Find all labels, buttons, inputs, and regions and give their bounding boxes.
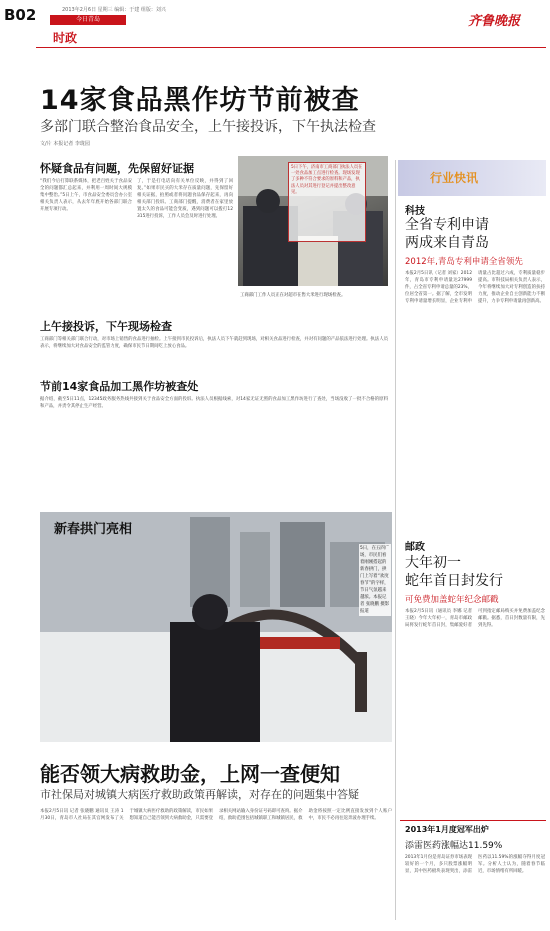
section-heading-3: 节前14家食品加工黑作坊被查处 [40, 380, 199, 393]
tech-title-line2: 两成来自青岛 [405, 235, 489, 251]
header-divider [36, 47, 546, 48]
lead-body-1b: 了，于是打电话向有关单位反映，并得到了回复。”如果市民买的大米存在质量问题，先保留好相关证据，拍照或者将问题食品保存起来，再向相关部门投诉。工商部门提醒，消费者在家里放置太久的食品可能会变质，遇到问题可以拨打12315进行投诉，工作人员会及时进行处理。 [137, 179, 233, 219]
postal-body: 本报2月5日讯（通讯员 李娜 记者 王晓）今年大年初一，青岛市邮政局将发行蛇年首日封，集邮爱好者可到指定邮局购买并免费加盖纪念邮戳。据悉，首日封数量有限，先到先得。 [405, 609, 545, 628]
tech-subtitle: 2012年,青岛专利申请全省领先 [405, 257, 523, 267]
arch-photo-caption: 5日，在五四广场，市民们看着刚刚搭起的新春拱门，拱门上写着“欢度春节”的字样，节日气氛越来越浓。本报记者 张晓鹏 摄影报道 [360, 546, 390, 614]
section-bar: 今日青岛 [50, 15, 126, 25]
page-code: B02 [4, 6, 37, 24]
bottom-body: 本报2月5日讯 记者 张晓鹏 通讯员 王涛 1月30日，青岛市人社局在其官网发布了关于城镇大病医疗救助的政策解读，市民如果想知道自己能否领到大病救助金，只需要登录相关网站输入身份证号码即可查询。据介绍，救助范围包括城镇职工和城镇居民，救助金将按照一定比例直接发放到个人账户中，市民不必再往返奔波办理手续。 [40, 809, 392, 821]
category-tech: 科技 [405, 206, 425, 217]
stats-divider [400, 820, 546, 821]
section-heading-1: 怀疑食品有问题，先保留好证据 [40, 162, 194, 175]
bottom-headline: 能否领大病救助金，上网一查便知 [40, 762, 340, 786]
lead-body-1a: “我们今后打算联系媒体，把老百姓关于食品安全的问题都汇总起来，并利用一周时间大规模集中整治。”5日上午，市食品安全委员会办公室相关负责人表示，从去年年底开始各部门联合开展专项行动。 [40, 179, 132, 212]
lead-byline: 文/片 本报记者 李珑园 [40, 141, 90, 147]
column-divider [395, 160, 396, 920]
postal-title-line1: 大年初一 [405, 555, 461, 571]
tech-title-line1: 全省专利申请 [405, 217, 489, 233]
bottom-subhead: 市社保局对城镇大病医疗救助政策再解读，对存在的问题集中答疑 [40, 788, 359, 801]
lead-subhead: 多部门联合整治食品安全，上午接投诉，下午执法检查 [40, 119, 376, 135]
tech-body: 本报2月5日讯（记者 刘家）2012年，青岛市专利申请量达27999件，占全省专利申请总量的23%，位居全省第一。据了解，全市发明专利申请量增长明显，企业专利申请量占比超过六成，专利质量稳步提高。市科技局相关负责人表示，今年将继续加大对专利创造的扶持力度，推动企业自主创新能力不断提升，力争专利申请量再创新高。 [405, 271, 545, 304]
lead-headline: 14家食品黑作坊节前被查 [40, 85, 360, 116]
stats-title: 2013年1月度冠军出炉 [405, 825, 489, 834]
stats-headline: 添雷医药涨幅达11.59% [405, 841, 503, 851]
category-postal: 邮政 [405, 542, 425, 553]
arch-photo-title: 新春拱门亮相 [54, 522, 133, 537]
postal-title-line2: 蛇年首日封发行 [405, 573, 503, 589]
issue-meta: 2013年2月6日 星期三 编辑：于建 组版：刘兴 [62, 7, 166, 13]
section-heading-2: 上午接投诉，下午现场检查 [40, 320, 172, 333]
stats-body: 2013年1月份是青岛证券市场表现较好的一个月，多只股票涨幅明显，其中医药板块表现突出，添雷医药以11.59%的涨幅夺得月度冠军。分析人士认为，随着春节临近，市场情绪有所回暖。 [405, 855, 545, 874]
photo-caption: 工商部门工作人员正在对超市在售大米进行现场检查。 [240, 293, 346, 298]
lead-body-3: 据介绍，截至5日11点，12345政务服务热线共接到关于食品安全方面的投诉。执法人员根据线索，对14家无证无照的食品加工黑作坊进行了查处，当场没收了一批不合格的原料和产品，并责令其停止生产经营。 [40, 397, 388, 409]
new-year-arch-photo [40, 512, 392, 742]
postal-subtitle: 可免费加盖蛇年纪念邮戳 [405, 595, 499, 605]
photo-callout: 5日下午，济南市工商部门执法人员在一处食品加工点进行检查。现场发现了多种不符合要求的原料和产品，执法人员对其进行登记并提出整改意见。 [288, 162, 366, 242]
lead-body-2: 工商部门等相关部门联合行动，对市场上销售的食品进行抽检。上午接到市民投诉后，执法人员下午就赶到现场，对相关食品进行检查，并对有问题的产品依法进行处理。执法人员表示，将继续加大对食品安全的监管力度，确保市民节日期间吃上放心食品。 [40, 337, 388, 349]
arch-photo-art [40, 512, 392, 742]
column-title: 时政 [53, 31, 78, 45]
industry-news-banner: 行业快讯 [398, 160, 546, 196]
newspaper-logo: 齐鲁晚报 [468, 14, 521, 29]
